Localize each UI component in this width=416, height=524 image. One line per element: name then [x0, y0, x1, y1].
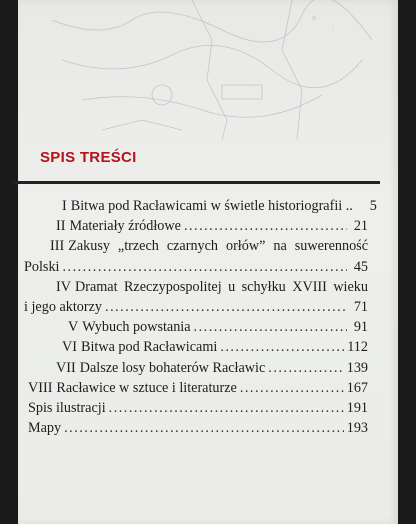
page-number: 71 — [353, 298, 368, 315]
dot-leader — [62, 259, 347, 276]
dot-leader — [64, 420, 344, 437]
dot-leader — [105, 299, 347, 316]
page-number: 21 — [353, 218, 368, 235]
chapter-title: Dramat Rzeczypospolitej u schyłku XVIII wieku — [74, 278, 368, 295]
page-number: 45 — [353, 258, 368, 275]
chapter-title: Zakusy „trzech czarnych orłów” na suwerenność — [68, 238, 368, 255]
dot-leader — [194, 319, 347, 336]
page-number: 112 — [347, 339, 368, 356]
page-number: 139 — [346, 359, 368, 376]
toc-entry-8 — [12, 380, 368, 400]
toc-heading: SPIS TREŚCI — [40, 149, 137, 166]
faded-map-illustration — [42, 0, 382, 140]
chapter-title: Racławice w sztuce i literaturze — [56, 379, 237, 396]
toc-entry-3-line-1 — [12, 238, 368, 258]
heading-divider — [12, 181, 380, 184]
chapter-number: III — [50, 238, 65, 255]
page-number: 5 — [369, 198, 377, 214]
page-number: 191 — [346, 399, 368, 416]
chapter-title: Mapy — [28, 420, 62, 437]
toc-entry-4-line-1 — [12, 279, 368, 299]
chapter-title: Spis ilustracji — [28, 399, 106, 416]
svg-text:.: . — [242, 69, 245, 77]
chapter-title: Materiały źródłowe — [69, 218, 181, 235]
toc-entry-2 — [12, 218, 368, 238]
page-number: 193 — [346, 420, 368, 437]
chapter-title: Dalsze losy bohaterów Racławic — [79, 359, 266, 376]
dot-leader — [220, 339, 344, 356]
chapter-number: I — [62, 198, 67, 214]
dot-leader — [240, 380, 344, 397]
chapter-number: VI — [62, 339, 77, 356]
svg-text:o: o — [312, 14, 317, 22]
page-number: 167 — [346, 379, 368, 396]
chapter-number: II — [56, 218, 66, 235]
dot-leader — [268, 360, 343, 377]
chapter-number: V — [68, 319, 79, 336]
chapter-title: Wybuch powstania — [82, 319, 191, 336]
dot-leader — [184, 218, 347, 235]
page-number: 91 — [353, 319, 368, 336]
table-of-contents — [12, 198, 377, 440]
toc-entry-9 — [12, 400, 368, 420]
chapter-title: Polski — [24, 258, 60, 275]
chapter-number: VIII — [28, 379, 53, 396]
svg-text::: : — [332, 24, 335, 32]
toc-entry-7 — [12, 360, 368, 380]
chapter-title: Bitwa pod Racławicami — [80, 339, 218, 356]
chapter-number: VII — [56, 359, 76, 376]
chapter-number: IV — [56, 278, 71, 295]
toc-entry-10 — [12, 420, 368, 440]
chapter-title: i jego aktorzy — [24, 298, 103, 315]
chapter-title: Bitwa pod Racławicami w świetle historiografii .. — [70, 198, 353, 214]
toc-entry-6 — [12, 339, 368, 359]
toc-entry-3-line-2 — [12, 259, 368, 279]
toc-entry-4-line-2 — [12, 299, 368, 319]
toc-entry-5 — [12, 319, 368, 339]
dot-leader — [109, 400, 344, 417]
toc-entry-1 — [12, 198, 377, 218]
